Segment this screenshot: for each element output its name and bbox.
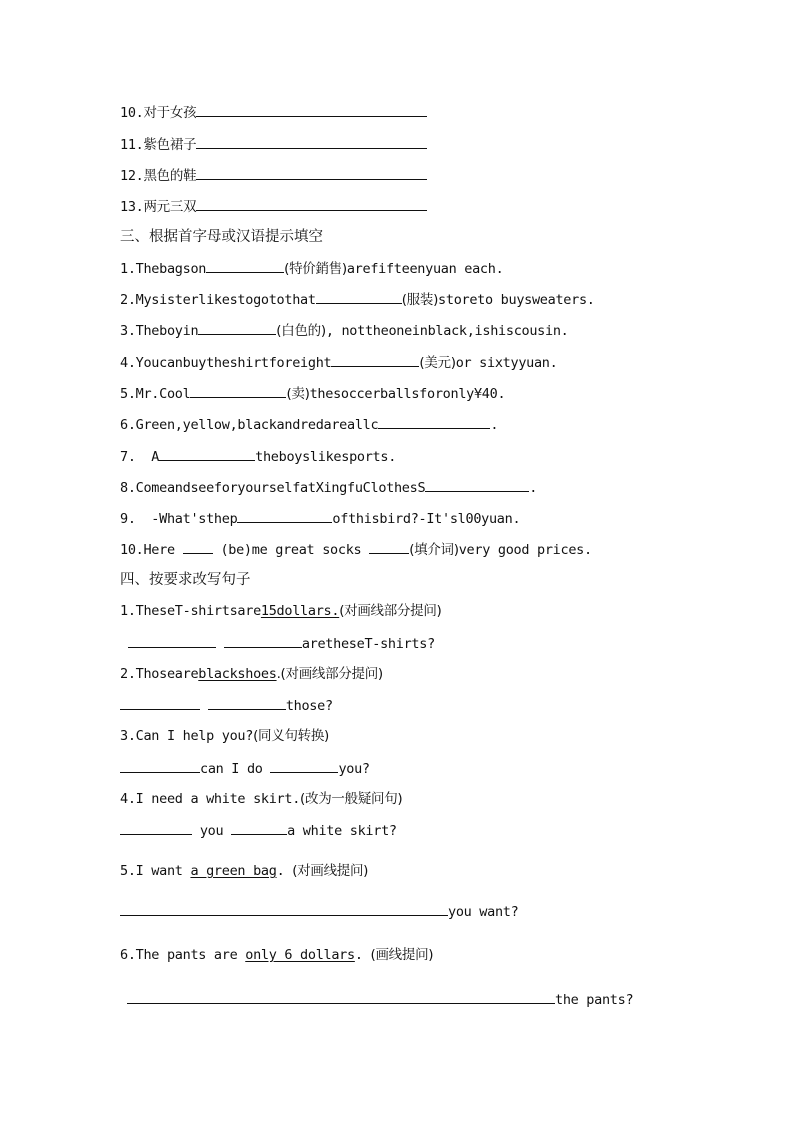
answer-blank[interactable] [378, 414, 490, 429]
s4-question-6 [120, 945, 433, 965]
item-text: ofthisbird?-It'sl00yuan. [332, 511, 521, 527]
answer-blank[interactable] [206, 258, 284, 273]
instruction-text: (改为一般疑问句) [300, 791, 403, 807]
answer-blank[interactable] [196, 196, 427, 211]
phrase-10 [120, 102, 427, 123]
question-text: 2.Thoseare [120, 666, 199, 682]
question-text: 5.I want [120, 863, 191, 879]
question-text: 3.Can I help you? [120, 728, 254, 744]
item-text: 9. -What'sthep [120, 511, 238, 527]
answer-blank[interactable] [198, 320, 276, 335]
item-text: 4.Youcanbuytheshirtforeight [120, 355, 332, 371]
answer-text: you? [338, 761, 370, 777]
question-text: . [354, 947, 371, 963]
s3-item-8 [120, 477, 537, 498]
answer-text: can I do [200, 761, 271, 777]
item-text: theboyslikesports. [255, 449, 397, 465]
answer-blank[interactable] [120, 758, 200, 773]
s3-item-7 [120, 446, 396, 467]
phrase-text: 对于女孩 [143, 105, 197, 121]
instruction-text: (画线提问) [370, 947, 434, 963]
answer-text: aretheseT-shirts? [301, 636, 435, 652]
s4-answer-6 [127, 989, 633, 1010]
item-text: 3.Theboyin [120, 323, 199, 339]
hint-text: (美元) [419, 355, 456, 371]
item-text: 2.Mysisterlikestogotothat [120, 292, 316, 308]
s4-answer-5 [120, 901, 518, 922]
s3-item-2 [120, 289, 595, 310]
phrase-text: 两元三双 [143, 199, 197, 215]
s3-item-6 [120, 414, 498, 435]
answer-blank[interactable] [369, 539, 409, 554]
item-text: , nottheoneinblack,ishiscousin. [325, 323, 569, 339]
s3-item-3 [120, 320, 569, 341]
item-text: 1.Thebagson [120, 261, 207, 277]
hint-text: (服装) [401, 292, 439, 308]
phrase-text: 黑色的鞋 [143, 168, 197, 184]
answer-blank[interactable] [331, 352, 419, 367]
item-text: or sixtyyuan. [455, 355, 558, 371]
phrase-11 [120, 134, 427, 155]
phrase-number: 11. [120, 137, 144, 153]
instruction-text: .(对画线部分提问) [276, 666, 383, 682]
phrase-number: 12. [120, 168, 144, 184]
hint-text: (特价銷售) [284, 261, 347, 277]
hint-text: (卖) [286, 386, 310, 402]
hint-text: (填介词) [409, 542, 459, 558]
answer-blank[interactable] [183, 539, 213, 554]
instruction-text: (同义句转换) [253, 728, 330, 744]
s3-item-1 [120, 258, 503, 279]
question-text: . [276, 863, 293, 879]
question-text: 4.I need a white skirt. [120, 791, 301, 807]
answer-blank[interactable] [190, 383, 286, 398]
answer-blank[interactable] [120, 901, 448, 916]
answer-blank[interactable] [120, 695, 200, 710]
hint-text: (白色的) [276, 323, 326, 339]
answer-text: you [192, 823, 232, 839]
s3-item-5 [120, 383, 505, 404]
instruction-text: (对画线提问) [292, 863, 369, 879]
answer-blank[interactable] [159, 446, 255, 461]
phrase-number: 10. [120, 105, 144, 121]
underlined-text: only 6 dollars [245, 947, 355, 963]
answer-blank[interactable] [128, 633, 216, 648]
item-text: 6.Green,yellow,blackandredareallc [120, 417, 379, 433]
item-text: (be)me great socks [212, 542, 370, 558]
s3-item-4 [120, 352, 557, 373]
answer-blank[interactable] [196, 165, 427, 180]
answer-text: the pants? [555, 992, 634, 1008]
item-text: . [490, 417, 499, 433]
phrase-number: 13. [120, 199, 144, 215]
answer-text: a white skirt? [287, 823, 397, 839]
answer-blank[interactable] [208, 695, 286, 710]
item-text: . [529, 480, 538, 496]
underlined-text: blackshoes [198, 666, 277, 682]
answer-blank[interactable] [120, 820, 192, 835]
answer-text: you want? [448, 904, 519, 920]
answer-text: those? [285, 698, 333, 714]
answer-blank[interactable] [224, 633, 302, 648]
section4-heading: 四、按要求改写句子 [120, 572, 251, 588]
answer-blank[interactable] [237, 508, 332, 523]
item-text: 5.Mr.Cool [120, 386, 191, 402]
question-text: 6.The pants are [120, 947, 246, 963]
answer-blank[interactable] [127, 989, 555, 1004]
underlined-text: a green bag [190, 863, 277, 879]
phrase-13 [120, 196, 427, 217]
s4-question-1 [120, 601, 442, 621]
underlined-text: 15dollars. [260, 603, 340, 619]
phrase-text: 紫色裙子 [143, 137, 197, 153]
item-text: very good prices. [458, 542, 592, 558]
answer-blank[interactable] [196, 134, 427, 149]
item-text: 10.Here [120, 542, 183, 558]
item-text: 7. A [120, 449, 160, 465]
answer-blank[interactable] [231, 820, 287, 835]
s4-question-3 [120, 726, 329, 746]
answer-blank[interactable] [316, 289, 402, 304]
s4-answer-4 [120, 820, 397, 841]
s4-answer-1 [128, 633, 435, 654]
phrase-12 [120, 165, 427, 186]
s4-question-2 [120, 664, 383, 684]
question-text: 1.TheseT-shirtsare [120, 603, 261, 619]
s3-item-10 [120, 539, 592, 560]
item-text: storeto buysweaters. [438, 292, 595, 308]
answer-blank[interactable] [270, 758, 338, 773]
instruction-text: (对画线部分提问) [339, 603, 442, 619]
item-text: 8.ComeandseeforyourselfatXingfuClothesS [120, 480, 426, 496]
answer-blank[interactable] [425, 477, 529, 492]
answer-blank[interactable] [196, 102, 427, 117]
item-text: thesoccerballsforonly¥40. [309, 386, 506, 402]
s3-item-9 [120, 508, 520, 529]
section3-heading: 三、根据首字母或汉语提示填空 [120, 229, 323, 245]
item-text: arefifteenyuan each. [346, 261, 504, 277]
s4-question-4 [120, 789, 402, 809]
s4-answer-2 [120, 695, 333, 716]
s4-question-5 [120, 861, 368, 881]
s4-answer-3 [120, 758, 370, 779]
